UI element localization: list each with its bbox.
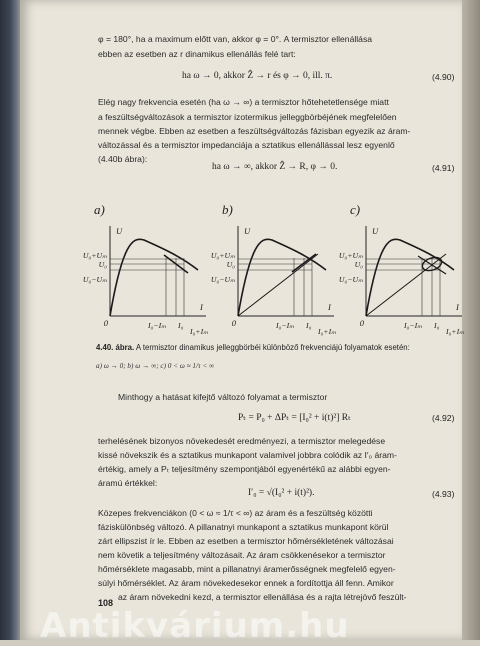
text-line: (4.40b ábra): [98,154,148,164]
text-line: φ = 180°, ha a maximum előtt van, akkor φ = 0°. A termisztor ellenállása [98,34,373,44]
equation: I′₀ = √(I₀² + i(t)²). [248,488,315,498]
figure-caption-sub: a) ω → 0; b) ω → ∞; c) 0 < ω ≈ 1/τ < ∞ [96,362,215,370]
y-axis-label: U [372,226,379,236]
y-tick-label: U₀ [98,260,107,269]
book-spine [0,0,22,640]
equation-number: (4.93) [432,489,455,499]
x-tick-label: I₀ [306,321,312,330]
y-tick-label: U₀+Uₘ [82,251,107,260]
x-tick-label: I₀+Iₘ [190,327,209,336]
text-line: Elég nagy frekvencia esetén (ha ω → ∞) a termisztor hőtehetetlensége miatt [98,97,389,107]
panel-label: c) [350,202,361,217]
figure-4-40 [82,196,465,338]
x-tick-label: I₀+Iₘ [318,327,337,336]
x-tick-label: I₀ [178,321,184,330]
panel-label: b) [222,202,233,217]
origin-label: 0 [359,318,364,328]
text-line: zárt ellipszist ír le. Ebben az esetben a termisztor hőmérsékletének változásai [98,536,394,546]
text-line: változással és a termisztor impedanciája a sztatikus ellenállással lesz egyenlő [98,140,395,150]
equation-number: (4.90) [432,72,455,82]
x-tick-label: I₀−Iₘ [404,321,423,330]
text-line: a feszültségváltozások a termisztor izotermikus jelleggbörbéjének megfelelően [98,112,397,122]
x-axis-label: I [456,302,459,312]
page-edge [462,0,480,640]
y-tick-label: U₀+Uₘ [210,251,235,260]
equation-number: (4.91) [432,163,455,173]
y-tick-label: U₀ [226,260,235,269]
watermark: Antikvárium.hu [40,606,350,646]
x-tick-label: I₀+Iₘ [446,327,465,336]
y-tick-label: U₀+Uₘ [338,251,363,260]
page-number: 108 [98,598,114,608]
y-axis-label: U [116,226,123,236]
panel-label: a) [94,202,105,217]
text-line: ebben az esetben az r dinamikus ellenállás felé tart: [98,49,296,59]
characteristic-curve [366,239,454,316]
origin-label: 0 [103,318,108,328]
equation: ha ω → ∞, akkor Ẑ → R, φ → 0. [212,162,338,172]
text-line: Minthogy a hatásat kifejtő változó folyamat a termisztor [118,392,328,402]
text-line: nem követik a teljesítmény változásait. Az áram csökkenésekor a termisztor [98,550,386,560]
text-line: az áram növekedni kezd, a termisztor ellenállása és a rajta létrejövő feszült- [118,592,407,602]
y-tick-label: U₀−Uₘ [210,275,235,284]
equation-number: (4.92) [432,413,455,423]
text-line: kissé növekszik és a sztatikus munkapont valamivel jobbra colódik az I′₀ áram- [98,450,397,460]
x-axis-label: I [200,302,203,312]
equation: ha ω → 0, akkor Ẑ → r és φ → 0, ill. π. [182,71,333,81]
y-tick-label: U₀−Uₘ [338,275,363,284]
y-tick-label: U₀−Uₘ [82,275,107,284]
origin-label: 0 [231,318,236,328]
x-tick-label: I₀−Iₘ [276,321,295,330]
x-tick-label: I₀−Iₘ [148,321,167,330]
y-tick-label: U₀ [354,260,363,269]
text-line: terhelésének bizonyos növekedesét eredményezi, a termisztor melegedése [98,436,386,446]
characteristic-curve [238,239,326,316]
text-line: áramú értékkel: [98,478,158,488]
equation: Pₜ = P₀ + ΔPₜ = [I₀² + i(t)²] Rₜ [238,413,351,423]
text-line: hőmérséklete magasabb, mint a pillanatnyi áramerősségnek megfelelő egyen- [98,564,396,574]
x-tick-label: I₀ [434,321,440,330]
characteristic-curve [110,239,198,316]
text-line: súlyi hőmérséklet. Az áram növekedesekor ennek a fordítottja áll fenn. Amikor [98,578,394,588]
text-line: mennek végbe. Ebben az esetben a feszültségváltozás fázisban egyezik az áram- [98,126,411,136]
y-axis-label: U [244,226,251,236]
text-line: fáziskülönbség változó. A pillanatnyi munkapont a sztatikus munkapont körül [98,522,389,532]
text-line: értékig, amely a Pₜ teljesítmény szempontjából egyenértékű az alábbi egyen- [98,464,391,474]
text-line: Közepes frekvenciákon (0 < ω ≈ 1/τ < ∞) az áram és a feszültség közötti [98,508,373,518]
x-axis-label: I [328,302,331,312]
figure-caption: 4.40. ábra. A termisztor dinamikus jelleggbörbéi különböző frekvenciájú folyamatok esetén: [96,343,410,352]
